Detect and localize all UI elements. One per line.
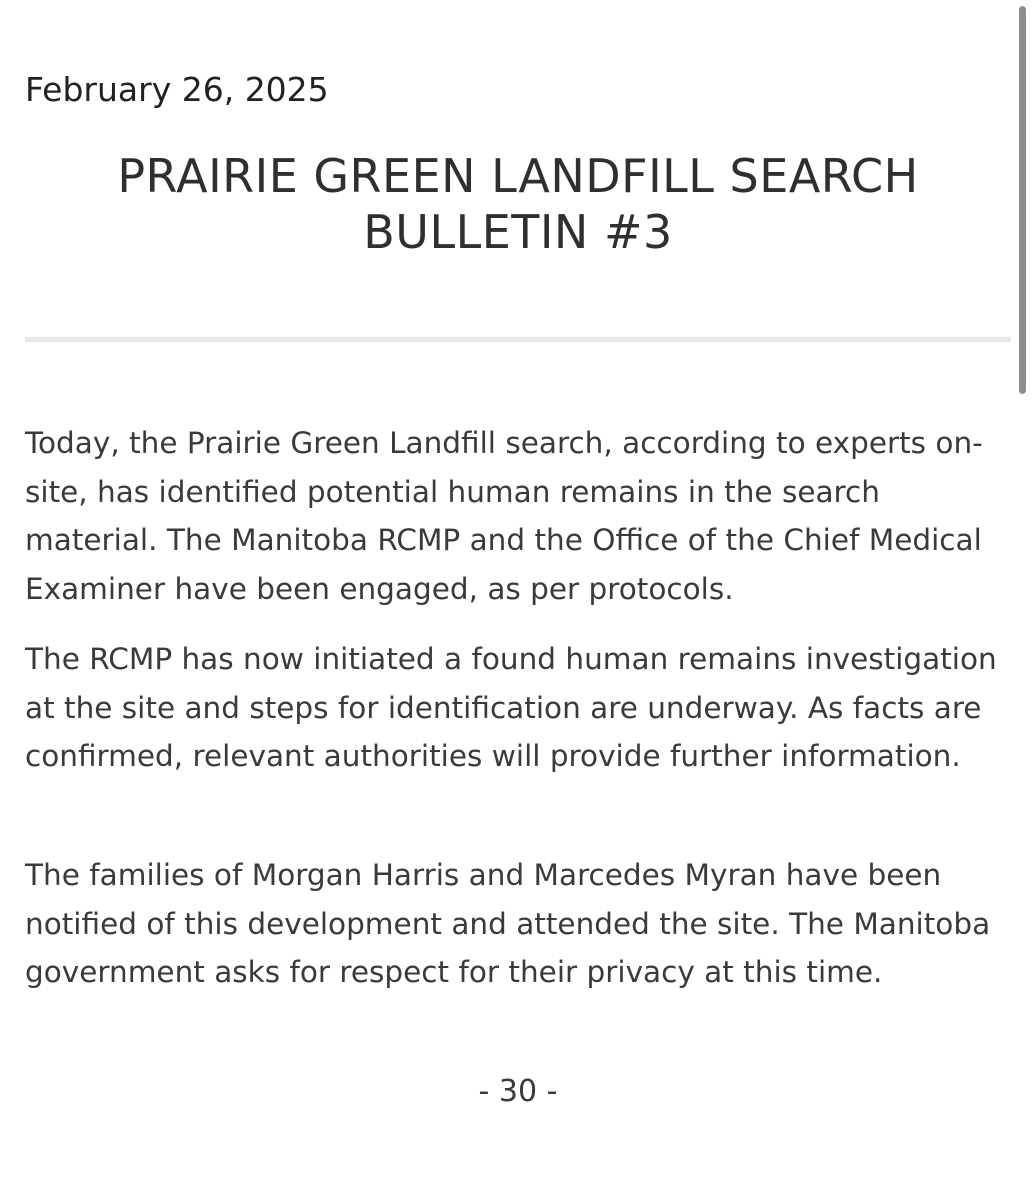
paragraph-1: Today, the Prairie Green Landfill search, according to experts on-site, has identified potential human remains in the search material. The Manitoba RCMP and the Office of the Chief Medical Examiner have been engaged, as per protocols.: [25, 426, 983, 606]
bulletin-date: February 26, 2025: [25, 70, 329, 109]
paragraph-3: The families of Morgan Harris and Marcedes Myran have been notified of this development and attended the site. The Manitoba government asks for respect for their privacy at this time.: [25, 858, 991, 989]
end-mark: - 30 -: [478, 1074, 558, 1109]
bulletin-title: [25, 148, 1011, 260]
scrollbar-thumb[interactable]: [1019, 6, 1026, 394]
paragraph-2: The RCMP has now initiated a found human remains investigation at the site and steps for identification are underway. As facts are confirmed, relevant authorities will provide further information.: [25, 642, 997, 773]
bulletin-title-line-1: PRAIRIE GREEN LANDFILL SEARCH: [117, 149, 919, 203]
title-divider: [25, 337, 1011, 342]
bulletin-title-line-2: BULLETIN #3: [363, 205, 673, 259]
